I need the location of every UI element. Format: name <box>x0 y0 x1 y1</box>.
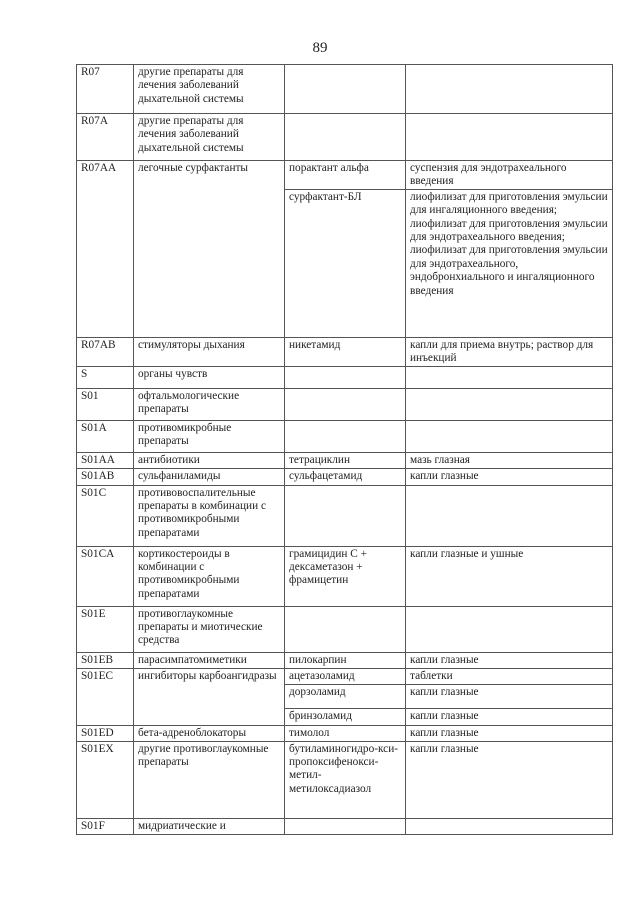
page-number: 89 <box>312 40 328 56</box>
group-cell: стимуляторы дыхания <box>134 337 285 366</box>
group-cell: офтальмологические препараты <box>134 388 285 420</box>
dosage-form-cell: капли для приема внутрь; раствор для инъекций <box>406 337 613 366</box>
dosage-form-cell <box>406 485 613 546</box>
dosage-form-cell: таблетки <box>406 668 613 684</box>
group-cell: противомикробные препараты <box>134 420 285 452</box>
group-cell: противовоспалительные препараты в комбинации с противомикробными препаратами <box>134 485 285 546</box>
group-cell: бета-адреноблокаторы <box>134 725 285 741</box>
inn-cell: бринзоламид <box>285 708 406 725</box>
group-cell: антибиотики <box>134 452 285 468</box>
dosage-form-cell: капли глазные <box>406 741 613 818</box>
atc-code-cell: R07 <box>77 65 134 114</box>
table-row <box>77 725 613 741</box>
inn-cell: сульфацетамид <box>285 468 406 485</box>
atc-code-cell: S01AB <box>77 468 134 485</box>
inn-cell: тетрациклин <box>285 452 406 468</box>
inn-cell <box>285 388 406 420</box>
dosage-form-cell: капли глазные <box>406 652 613 668</box>
inn-cell <box>285 65 406 114</box>
dosage-form-cell <box>406 606 613 652</box>
dosage-form-cell <box>406 366 613 388</box>
table-row <box>77 546 613 606</box>
atc-code-cell: S01EB <box>77 652 134 668</box>
atc-code-cell: S01C <box>77 485 134 546</box>
atc-code-cell: R07AB <box>77 337 134 366</box>
group-cell: противоглаукомные препараты и миотические средства <box>134 606 285 652</box>
group-cell: парасимпатомиметики <box>134 652 285 668</box>
table-row <box>77 388 613 420</box>
inn-cell <box>285 366 406 388</box>
atc-code-cell: S01ED <box>77 725 134 741</box>
table-row <box>77 114 613 161</box>
inn-cell: ацетазоламид <box>285 668 406 684</box>
group-cell: мидриатические и <box>134 818 285 834</box>
inn-cell: пилокарпин <box>285 652 406 668</box>
inn-cell: дорзоламид <box>285 684 406 708</box>
inn-cell: сурфактант-БЛ <box>285 189 406 337</box>
dosage-form-cell: капли глазные <box>406 708 613 725</box>
atc-code-cell: S01EX <box>77 741 134 818</box>
atc-code-cell: R07A <box>77 114 134 161</box>
group-cell: органы чувств <box>134 366 285 388</box>
group-cell: ингибиторы карбоангидразы <box>134 668 285 725</box>
atc-code-cell: S01A <box>77 420 134 452</box>
table-row <box>77 452 613 468</box>
inn-cell <box>285 606 406 652</box>
table-row <box>77 366 613 388</box>
inn-cell: порактант альфа <box>285 161 406 190</box>
inn-cell: грамицидин С + дексаметазон + фрамицетин <box>285 546 406 606</box>
group-cell: легочные сурфактанты <box>134 161 285 338</box>
table-row <box>77 161 613 190</box>
table-row <box>77 337 613 366</box>
atc-code-cell: S01F <box>77 818 134 834</box>
atc-code-cell: S01 <box>77 388 134 420</box>
dosage-form-cell: капли глазные <box>406 684 613 708</box>
dosage-form-cell <box>406 114 613 161</box>
dosage-form-cell: мазь глазная <box>406 452 613 468</box>
table-row <box>77 606 613 652</box>
group-cell: другие препараты для лечения заболеваний дыхательной системы <box>134 65 285 114</box>
table-row <box>77 468 613 485</box>
table-row <box>77 420 613 452</box>
dosage-form-cell: капли глазные <box>406 468 613 485</box>
atc-code-cell: S01E <box>77 606 134 652</box>
table-row <box>77 65 613 114</box>
table-row <box>77 652 613 668</box>
group-cell: кортикостероиды в комбинации с противомикробными препаратами <box>134 546 285 606</box>
group-cell: другие препараты для лечения заболеваний дыхательной системы <box>134 114 285 161</box>
inn-cell: тимолол <box>285 725 406 741</box>
dosage-form-cell <box>406 420 613 452</box>
dosage-form-cell <box>406 388 613 420</box>
group-cell: сульфаниламиды <box>134 468 285 485</box>
dosage-form-cell <box>406 818 613 834</box>
inn-cell <box>285 420 406 452</box>
table-row <box>77 741 613 818</box>
inn-cell <box>285 818 406 834</box>
inn-cell <box>285 485 406 546</box>
group-cell: другие противоглаукомные препараты <box>134 741 285 818</box>
dosage-form-cell: суспензия для эндотрахеального введения <box>406 161 613 190</box>
atc-code-cell: S <box>77 366 134 388</box>
atc-code-cell: S01EC <box>77 668 134 725</box>
drug-table <box>76 64 613 835</box>
atc-code-cell: R07AA <box>77 161 134 338</box>
atc-code-cell: S01AA <box>77 452 134 468</box>
inn-cell: никетамид <box>285 337 406 366</box>
dosage-form-cell: лиофилизат для приготовления эмульсии для ингаляционного введения; лиофилизат для приготовления эмульсии для эндотрахеального введения; лиофилизат для приготовления эмульсии для эндотрахеального, эндобронхиального и ингаляционного введения <box>406 189 613 337</box>
inn-cell <box>285 114 406 161</box>
atc-code-cell: S01CA <box>77 546 134 606</box>
dosage-form-cell: капли глазные и ушные <box>406 546 613 606</box>
dosage-form-cell: капли глазные <box>406 725 613 741</box>
dosage-form-cell <box>406 65 613 114</box>
table-row <box>77 668 613 684</box>
inn-cell: бутиламиногидро-кси-пропоксифенокси-метил-метилоксадиазол <box>285 741 406 818</box>
table-row <box>77 485 613 546</box>
table-row <box>77 818 613 834</box>
